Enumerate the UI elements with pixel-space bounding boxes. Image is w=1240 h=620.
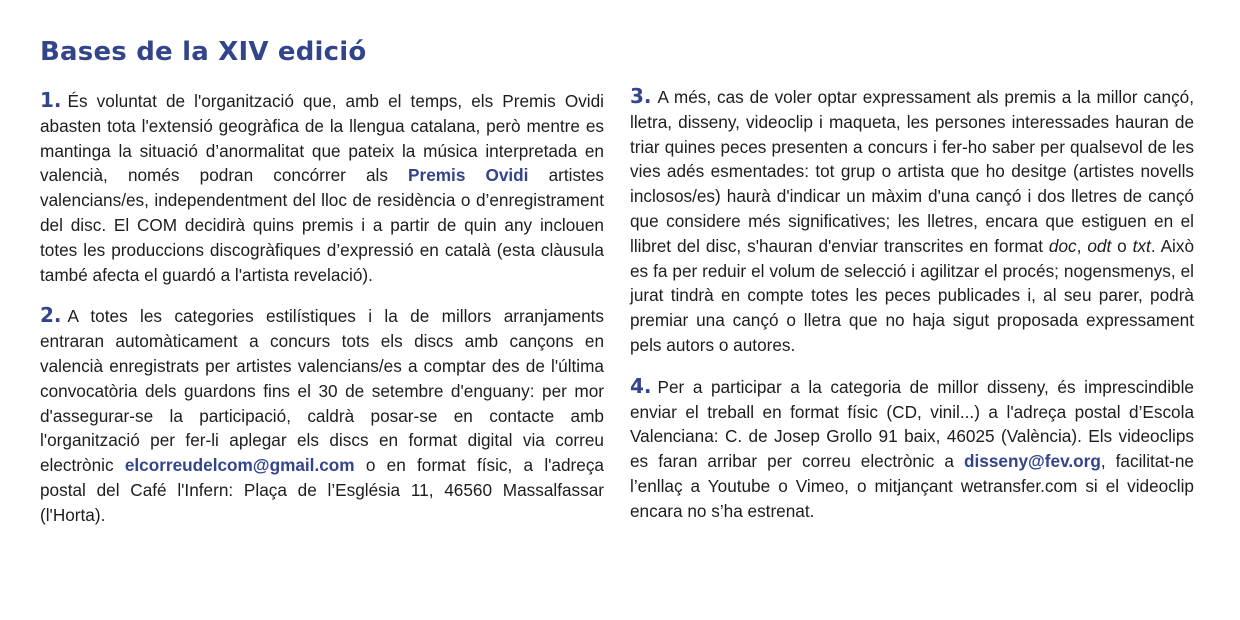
rule-number-2: 2. (40, 303, 62, 328)
format-separator-1: , (1076, 235, 1088, 256)
rule-3-text-b: . Això es fa per reduir el volum de selecció i agilitzar el procés; nogensmenys, el jurat tindrà en compte totes les peces publicades i, al seu parer, podrà premiar una cançó o lletra que no haja sigut proposada expressament pels autors o autores. (630, 235, 1194, 355)
rule-paragraph-1 (40, 88, 604, 287)
rule-4-text-a: Per a participar a la categoria de millor disseny, és imprescindible enviar el treball en format físic (CD, vinil...) a l'adreça postal d’Escola Valenciana: C. de Josep Grollo 91 baix, 46025 (València). Els videoclips es faran arribar per correu electrònic a (630, 376, 1194, 472)
rule-1-text-b: artistes valencians/es, independentment del lloc de residència o d’enregistrament del disc. El COM decidirà quins premis i a partir de quin any inclouen totes les produccions discogràfiques d’expressió en català (esta clàusula també afecta el guardó a l'artista revelació). (40, 165, 604, 285)
com-email-link[interactable]: elcorreudelcom@gmail.com (124, 455, 355, 476)
rule-number-4: 4. (630, 373, 652, 398)
rule-3-text-a: A més, cas de voler optar expressament als premis a la millor cançó, lletra, disseny, videoclip i maqueta, les persones interessades hauran de triar quines peces presenten a concurs i fer-ho saber per qualsevol de les vies adés esmentades: tot grup o artista que ho desitge (artistes novells inclosos/es) haurà d'indicar un màxim d'una cançó i dos lletres de cançó que considere més significatives; les lletres, encara que estiguen en el llibret del disc, s'hauran d'enviar transcrites en format (630, 87, 1194, 256)
rule-2-text-a: A totes les categories estilístiques i la de millors arranjaments entraran automàticament a concurs tots els discs amb cançons en valencià enregistrats per artistes valencians/es a comptar des de l'última convocatòria dels guardons fins el 30 de setembre d'enguany: per mor d'assegurar-se la participació, caldrà posar-se en contacte amb l'organització per fer-li aplegar els discs en format digital via correu electrònic (40, 306, 604, 476)
right-column (630, 84, 1194, 540)
disseny-email-link[interactable]: disseny@fev.org (964, 451, 1101, 472)
rule-paragraph-3 (630, 84, 1194, 358)
rule-4-text-b: , facilitat-ne l’enllaç a Youtube o Vimeo, o mitjançant wetransfer.com si el videoclip encara no s’ha estrenat. (630, 451, 1194, 521)
page-title: Bases de la XIV edició (40, 37, 367, 67)
format-doc: doc (1048, 235, 1077, 256)
format-separator-2: o (1111, 235, 1133, 256)
rule-2-text-b: o en format físic, a l'adreça postal del Café l'Infern: Plaça de l’Església 11, 46560 Massalfassar (l'Horta). (40, 455, 604, 525)
premis-ovidi-highlight: Premis Ovidi (408, 165, 529, 186)
format-txt: txt (1132, 235, 1151, 256)
format-odt: odt (1087, 235, 1112, 256)
rule-paragraph-4 (630, 374, 1194, 524)
rule-1-text-a: És voluntat de l'organització que, amb el temps, els Premis Ovidi abasten tota l'extensió geogràfica de la llengua catalana, però mentre es mantinga la situació d’anormalitat que pateix la música interpretada en valencià, només podran concórrer als (40, 91, 604, 186)
rule-paragraph-2 (40, 303, 604, 527)
left-column (40, 88, 604, 544)
rule-number-1: 1. (40, 88, 62, 112)
rule-number-3: 3. (630, 84, 652, 108)
